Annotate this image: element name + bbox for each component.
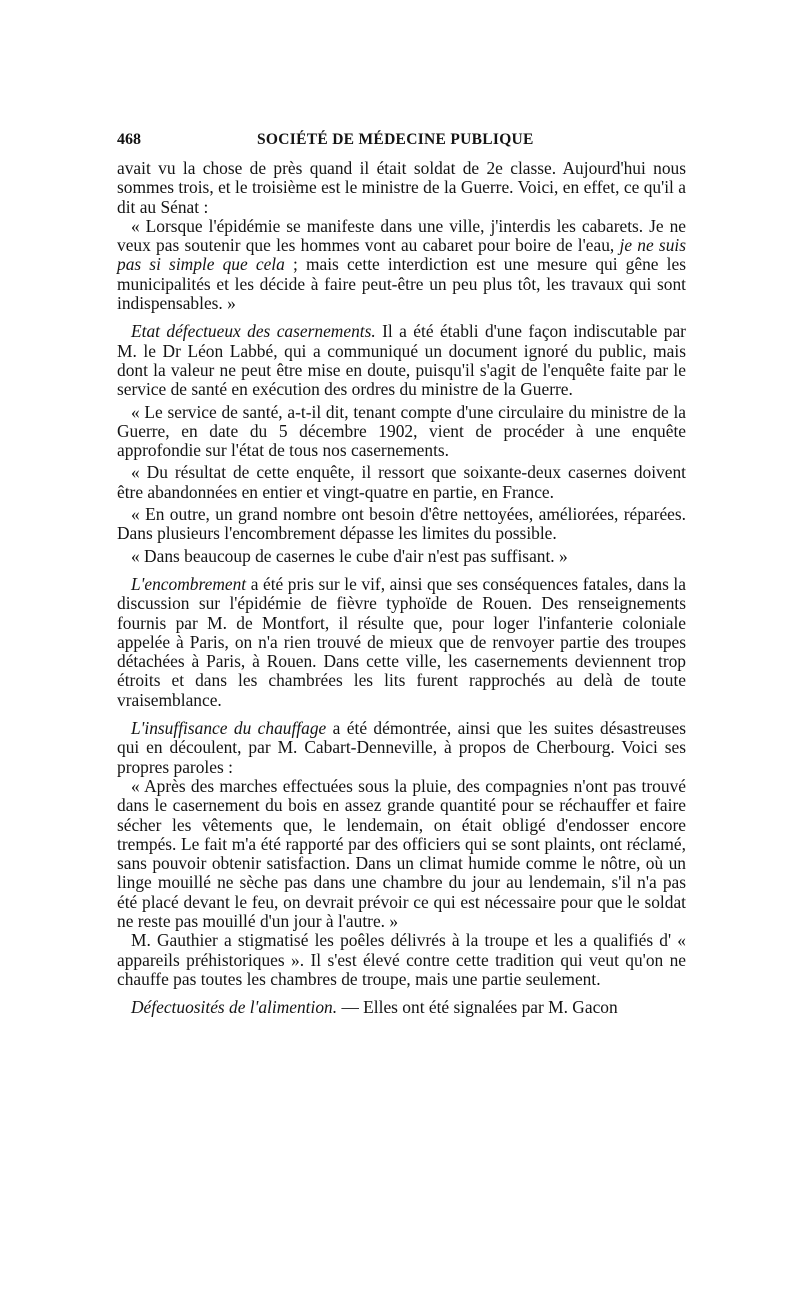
paragraph-gauthier: M. Gauthier a stigmatisé les poêles délivrés à la troupe et les a qualifiés d' « appareils préhistoriques ». Il s'est élevé contre cette tradition qui veut qu'on ne chauffe pas toutes les chambres de troupe, mais une partie seulement. xyxy=(117,930,686,989)
body-text xyxy=(117,159,686,1017)
paragraph-enquete-resultat: « Du résultat de cette enquête, il ressort que soixante-deux casernes doivent être abandonnées en entier et vingt-quatre en partie, en France. xyxy=(117,462,686,502)
running-head: SOCIÉTÉ DE MÉDECINE PUBLIQUE xyxy=(257,131,534,148)
paragraph-service-sante: « Le service de santé, a-t-il dit, tenant compte d'une circulaire du ministre de la Guerre, en date du 5 décembre 1902, vient de procéder à une enquête approfondie sur l'état de tous nos casernements. xyxy=(117,401,686,461)
paragraph-senat-intro: avait vu la chose de près quand il était soldat de 2e classe. Aujourd'hui nous sommes trois, et le troisième est le ministre de la Guerre. Voici, en effet, ce qu'il a dit au Sénat : xyxy=(117,158,686,217)
paragraph-nettoyees: « En outre, un grand nombre ont besoin d'être nettoyées, améliorées, réparées. Dans plusieurs l'encombrement dépasse les limites du possible. xyxy=(117,504,686,544)
section-heading: L'encombrement xyxy=(131,573,247,594)
paragraph-encombrement: L'encombrement a été pris sur le vif, ainsi que ses conséquences fatales, dans la discussion sur l'épidémie de fièvre typhoïde de Rouen. Des renseignements fournis par M. de Montfort, il résulte que, pour loger l'infanterie coloniale appelée à Paris, on n'a rien trouvé de mieux que de renvoyer partie des troupes détachées à Paris, à Rouen. Dans cette ville, les casernements deviennent trop étroits et dans les chambrées les lits furent rapprochés au delà de toute vraisemblance. xyxy=(117,573,686,710)
paragraph-chauffage: L'insuffisance du chauffage a été démontrée, ainsi que les suites désastreuses qui en découlent, par M. Cabart-Denneville, à propos de Cherbourg. Voici ses propres paroles : xyxy=(117,718,687,777)
page-number: 468 xyxy=(117,131,141,148)
section-heading: Etat défectueux des casernements. xyxy=(131,321,376,342)
paragraph-casernements: Etat défectueux des casernements. Il a été établi d'une façon indiscutable par M. le Dr Léon Labbé, qui a communiqué un document ignoré du public, mais dont la valeur ne peut être mise en doute, puisqu'il s'agit de l'enquête faite par le service de santé en exécution des ordres du ministre de la Guerre. xyxy=(117,321,686,400)
paragraph-cabarets-quote: « Lorsque l'épidémie se manifeste dans une ville, j'interdis les cabarets. Je ne veux pas soutenir que les hommes vont au cabaret pour boire de l'eau, je ne suis pas si simple que cela ; mais cette interdiction est une mesure qui gêne les municipalités et les décide à faire peut-être un peu plus tôt, les travaux qui sont indispensables. » xyxy=(117,215,686,314)
paragraph-alimentation: Défectuosités de l'alimention. — Elles ont été signalées par M. Gacon xyxy=(131,997,618,1018)
section-heading: L'insuffisance du chauffage xyxy=(131,718,327,739)
document-page xyxy=(117,131,686,1017)
paragraph-cube-air: « Dans beaucoup de casernes le cube d'air n'est pas suffisant. » xyxy=(131,545,568,566)
section-heading: Défectuosités de l'alimention. xyxy=(131,997,338,1018)
paragraph-cherbourg-quote: « Après des marches effectuées sous la pluie, des compagnies n'ont pas trouvé dans le casernement du bois en assez grande quantité pour se réchauffer et faire sécher les vêtements que, le lendemain, on était obligé d'endosser encore trempés. Le fait m'a été rapporté par des officiers qui se sont plaints, ont réclamé, sans pouvoir obtenir satisfaction. Dans un climat humide comme le nôtre, où un linge mouillé ne sèche pas dans une chambre du jour au lendemain, s'il n'a pas été placé devant le feu, on devrait prévoir ce qui est nécessaire pour que le soldat ne reste pas mouillé d'un jour à l'autre. » xyxy=(117,775,686,931)
page-header xyxy=(117,131,686,159)
